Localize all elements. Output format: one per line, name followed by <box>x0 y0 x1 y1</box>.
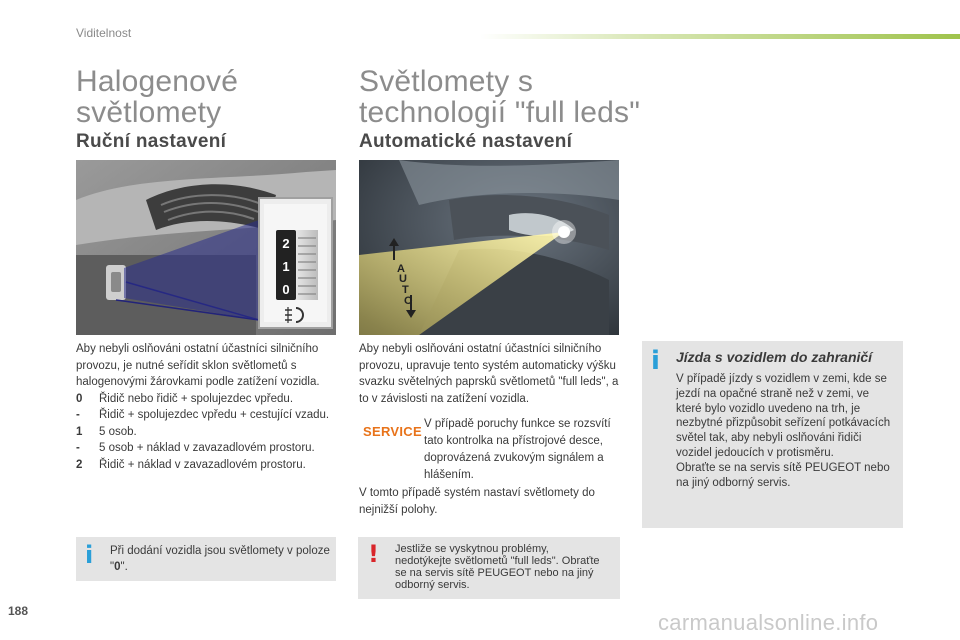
load-item: - Řidič + spolujezdec vpředu + cestující vzadu. <box>76 409 330 421</box>
service-warning-icon: SERVICE <box>363 424 422 439</box>
halogen-title: Halogenové světlomety <box>76 65 239 129</box>
auto-letter: T <box>402 284 409 296</box>
auto-letter: U <box>399 273 407 285</box>
full-leds-title: Světlomety s technologií "full leds" <box>359 65 641 129</box>
fallback-text: V tomto případě systém nastaví světlomety do nejnižší polohy. <box>359 487 595 516</box>
header-accent-bar <box>480 34 960 39</box>
dial-label-2: 2 <box>282 236 290 251</box>
load-item: 2 Řidič + náklad v zavazadlovém prostoru. <box>76 458 306 471</box>
headlamp-beam-image <box>359 160 619 335</box>
warning-icon: ! <box>368 540 379 568</box>
info-icon: i <box>85 541 94 569</box>
load-item: 1 5 osob. <box>76 425 137 438</box>
dashboard-dial-image <box>76 160 336 335</box>
foreign-travel-text: V případě jízdy s vozidlem v zemi, kde se jezdí na opačné straně než v zemi, ve které bylo vozidlo uvedeno na trh, je nezbytné přizpůsobit seřízení potkávacích světel tak, aby nebyli oslňováni řidiči vozidel jedoucích v protisměru. Obraťte se na servis sítě PEUGEOT nebo na jiný odborný servis. <box>676 373 891 489</box>
manual-adjust-text <box>76 341 341 473</box>
load-item: 0 Řidič nebo řidič + spolujezdec vpředu. <box>76 392 294 405</box>
auto-letter: O <box>404 295 413 307</box>
page-number: 188 <box>8 604 29 618</box>
info-icon: i <box>651 346 660 376</box>
warning-note-text: Jestliže se vyskytnou problémy, nedotýkejte světlometů "full leds". Obraťte se na servis sítě PEUGEOT nebo na jiný odborný servis. <box>395 543 600 591</box>
warning-note-box <box>358 537 620 599</box>
auto-adjust-subtitle: Automatické nastavení <box>359 131 573 152</box>
auto-adjust-intro: Aby nebyli oslňováni ostatní účastníci silničního provozu, upravuje tento systém automaticky výšku svazku světelných paprsků světlometů "full leds", a to v závislosti na zatížení vozidla. <box>359 343 619 405</box>
load-item: - 5 osob + náklad v zavazadlovém prostoru. <box>76 442 315 454</box>
manual-adjust-subtitle: Ruční nastavení <box>76 131 227 152</box>
section-header: Viditelnost <box>76 26 132 40</box>
foreign-travel-title: Jízda s vozidlem do zahraničí <box>676 349 873 365</box>
auto-letter: A <box>397 263 405 275</box>
dial-label-0: 0 <box>282 282 290 297</box>
watermark: carmanualsonline.info <box>658 610 879 635</box>
delivery-note-box <box>76 537 336 581</box>
foreign-travel-box <box>642 341 903 528</box>
manual-adjust-intro: Aby nebyli oslňováni ostatní účastníci silničního provozu, je nutné seřídit sklon světlometů s halogenovými žárovkami podle zatížení vozidla. <box>76 343 320 388</box>
delivery-note-text: Při dodání vozidla jsou světlomety v poloze "0". <box>110 545 330 573</box>
dial-label-1: 1 <box>282 259 290 274</box>
service-text: V případě poruchy funkce se rozsvítí tato kontrolka na přístrojové desce, doprovázená zvukovým signálem a hlášením. <box>424 418 611 481</box>
